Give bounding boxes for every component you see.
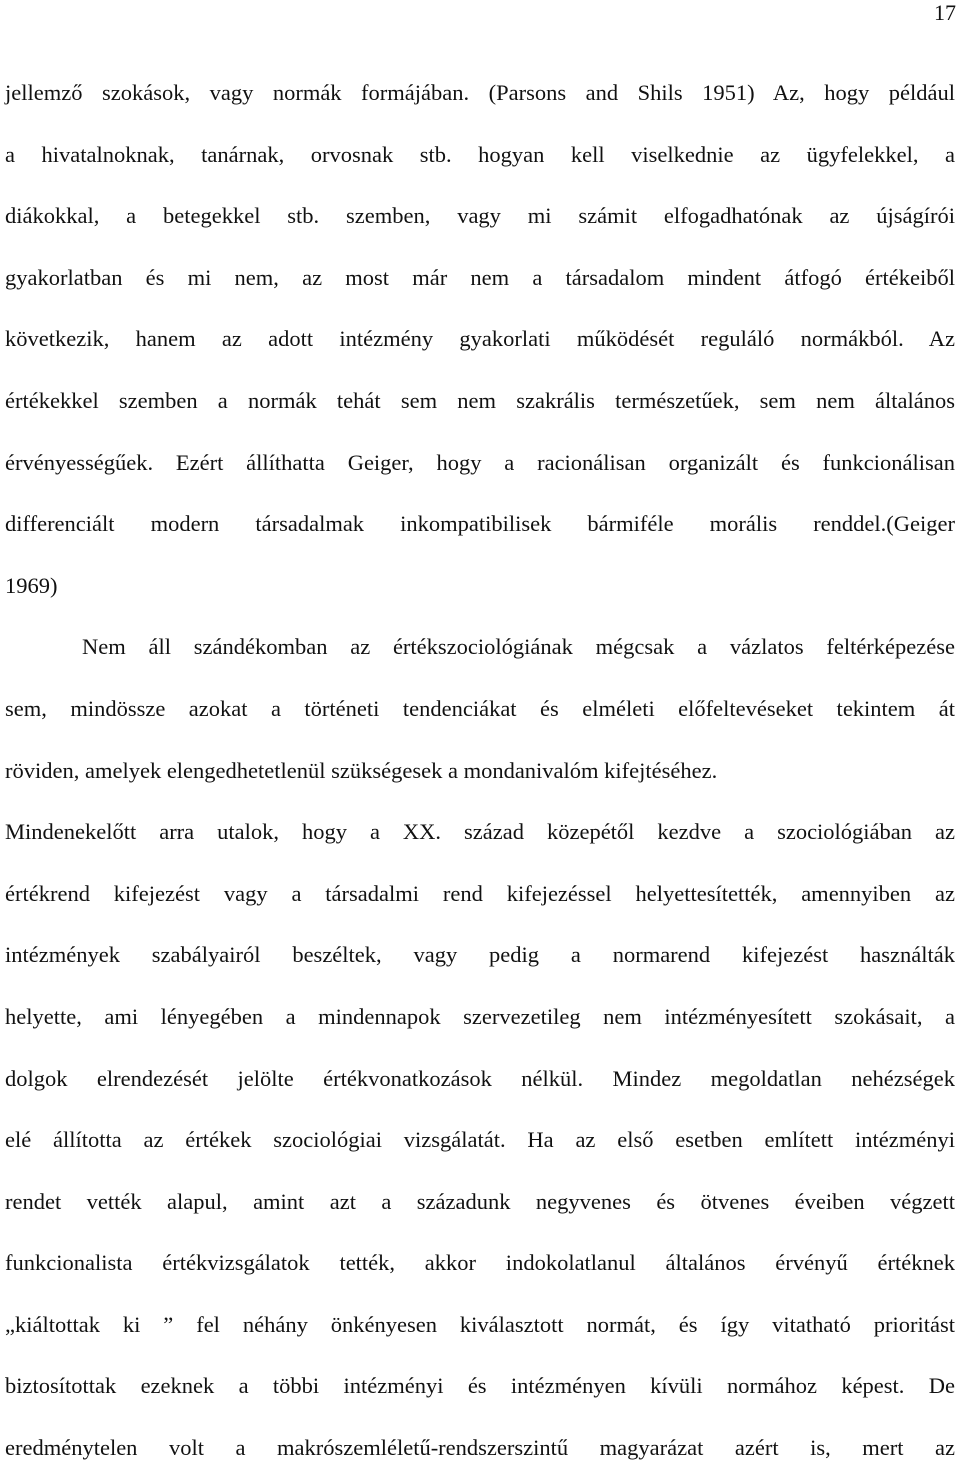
text-line: a hivatalnoknak, tanárnak, orvosnak stb. hogyan kell viselkednie az ügyfelekkel, a	[5, 141, 955, 167]
text-line: rendet vették alapul, amint azt a századunk negyvenes és ötvenes éveiben végzett	[5, 1188, 955, 1214]
text-line: Mindenekelőtt arra utalok, hogy a XX. század közepétől kezdve a szociológiában az	[5, 819, 955, 845]
paragraph-first-line: Nem áll szándékomban az értékszociológiának mégcsak a vázlatos feltérképezése	[82, 634, 955, 660]
text-line: biztosítottak ezeknek a többi intézményi és intézményen kívüli normához képest. De	[5, 1373, 955, 1399]
body-text	[5, 62, 955, 1479]
text-line: dolgok elrendezését jelölte értékvonatkozások nélkül. Mindez megoldatlan nehézségek	[5, 1065, 955, 1091]
text-line: diákokkal, a betegekkel stb. szemben, vagy mi számit elfogadhatónak az újságírói	[5, 203, 955, 229]
text-line: intézmények szabályairól beszéltek, vagy pedig a normarend kifejezést használták	[5, 942, 955, 968]
text-line: elé állította az értékek szociológiai vizsgálatát. Ha az első esetben említett intézményi	[5, 1127, 955, 1153]
text-line: sem, mindössze azokat a történeti tendenciákat és elméleti előfeltevéseket tekintem át	[5, 695, 955, 721]
text-line: 1969)	[5, 572, 58, 598]
text-line: helyette, ami lényegében a mindennapok szervezetileg nem intézményesített szokásait, a	[5, 1003, 955, 1029]
text-line: „kiáltottak ki ” fel néhány önkényesen kiválasztott normát, és így vitatható prioritást	[5, 1311, 955, 1337]
text-line: gyakorlatban és mi nem, az most már nem a társadalom mindent átfogó értékeiből	[5, 264, 955, 290]
text-line: differenciált modern társadalmak inkompatibilisek bármiféle morális renddel.(Geiger	[5, 511, 955, 537]
text-line: jellemző szokások, vagy normák formájában. (Parsons and Shils 1951) Az, hogy például	[5, 80, 955, 105]
text-line: értékrend kifejezést vagy a társadalmi rend kifejezéssel helyettesítették, amennyiben az	[5, 880, 955, 906]
page-number: 17	[934, 0, 956, 25]
text-line: eredménytelen volt a makrószemléletű-rendszerszintű magyarázat azért is, mert az	[5, 1435, 955, 1461]
text-line: funkcionalista értékvizsgálatok tették, akkor indokolatlanul általános érvényű értéknek	[5, 1250, 955, 1276]
text-line: röviden, amelyek elengedhetetlenül szükségesek a mondanivalóm kifejtéséhez.	[5, 757, 718, 783]
text-line: értékekkel szemben a normák tehát sem nem szakrális természetűek, sem nem általános	[5, 387, 955, 413]
text-line: következik, hanem az adott intézmény gyakorlati működését reguláló normákból. Az	[5, 326, 955, 352]
text-line: érvényességűek. Ezért állíthatta Geiger, hogy a racionálisan organizált és funkcionálisan	[5, 449, 955, 475]
